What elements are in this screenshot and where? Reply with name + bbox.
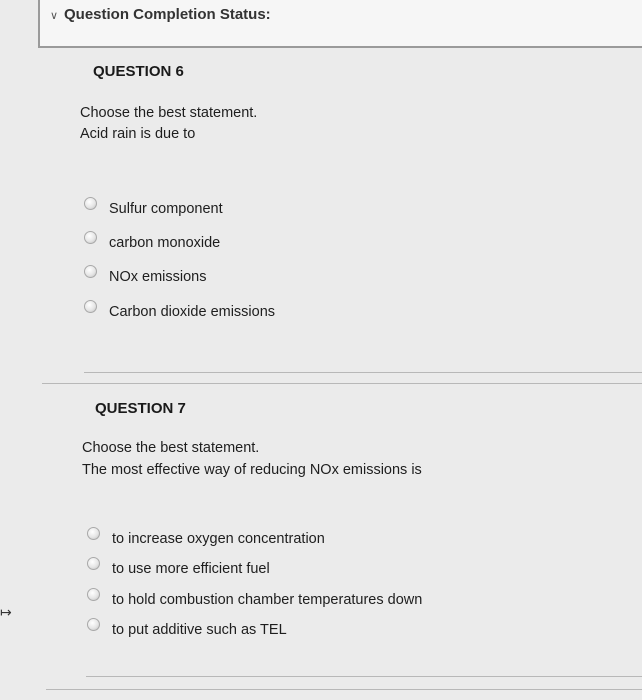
question-7-prompt: Choose the best statement. (82, 440, 260, 456)
question-6-stem: Acid rain is due to (80, 126, 196, 142)
radio-button[interactable] (87, 618, 100, 631)
q6-option-4[interactable] (84, 304, 275, 320)
divider (42, 383, 642, 384)
q6-option-2[interactable] (84, 235, 220, 251)
option-label: NOx emissions (109, 269, 207, 285)
option-label: to use more efficient fuel (112, 561, 270, 577)
q7-option-3[interactable] (87, 592, 422, 608)
radio-button[interactable] (84, 231, 97, 244)
option-label: carbon monoxide (109, 235, 221, 251)
divider (84, 372, 642, 373)
question-6-header: QUESTION 6 (93, 63, 184, 80)
q7-option-4[interactable] (87, 622, 287, 638)
option-label: to increase oxygen concentration (112, 531, 325, 547)
q6-option-1[interactable] (84, 201, 223, 217)
completion-status-title: Question Completion Status: (64, 6, 271, 23)
question-6-prompt: Choose the best statement. (80, 105, 258, 121)
option-label: Carbon dioxide emissions (109, 304, 276, 320)
radio-button[interactable] (84, 197, 97, 210)
q6-option-3[interactable] (84, 269, 207, 285)
chevron-down-icon[interactable]: ∨ (50, 10, 59, 22)
radio-button[interactable] (84, 300, 97, 313)
radio-button[interactable] (87, 588, 100, 601)
q7-option-1[interactable] (87, 531, 325, 547)
option-label: Sulfur component (109, 201, 223, 217)
divider (86, 676, 642, 677)
question-7-header: QUESTION 7 (95, 400, 186, 417)
radio-button[interactable] (87, 527, 100, 540)
option-label: to hold combustion chamber temperatures down (112, 592, 423, 608)
option-label: to put additive such as TEL (112, 622, 287, 638)
q7-option-2[interactable] (87, 561, 270, 577)
arrow-right-icon: ↦ (0, 604, 12, 620)
radio-button[interactable] (87, 557, 100, 570)
radio-button[interactable] (84, 265, 97, 278)
completion-status-bar[interactable] (38, 0, 642, 48)
divider (46, 689, 642, 690)
question-7-stem: The most effective way of reducing NOx emissions is (82, 462, 422, 478)
